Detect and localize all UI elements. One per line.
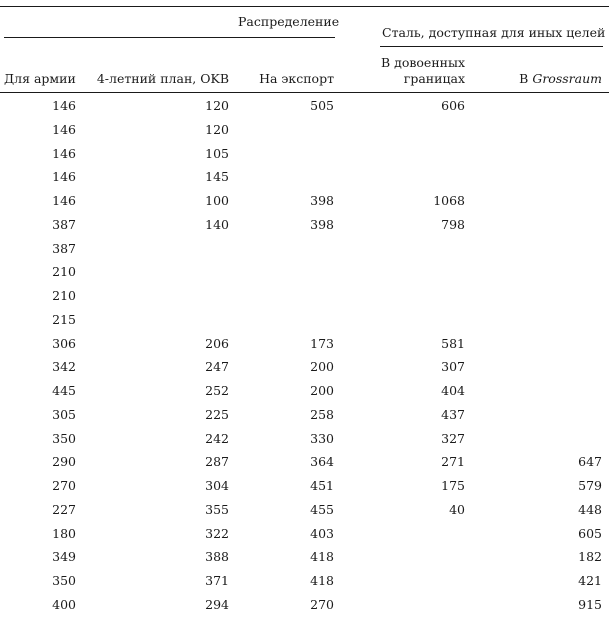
cell-prewar-borders: 327 — [441, 430, 465, 446]
cell-four-year-plan: 225 — [205, 406, 229, 422]
cell-army: 146 — [52, 169, 76, 185]
cell-army: 215 — [52, 311, 76, 327]
cell-army: 305 — [52, 406, 76, 422]
cell-four-year-plan: 120 — [205, 98, 229, 113]
cell-prewar-borders: 404 — [441, 383, 465, 398]
cell-export: 455 — [310, 501, 334, 517]
grossraum-term: Grossraum — [532, 71, 602, 86]
cell-prewar-borders: 175 — [441, 478, 465, 493]
cell-four-year-plan: 140 — [205, 216, 229, 232]
table-row — [0, 500, 609, 524]
table-row — [0, 167, 609, 191]
cell-grossraum: 579 — [578, 478, 602, 493]
cell-export: 270 — [310, 596, 334, 612]
cell-army: 146 — [52, 193, 76, 208]
cell-four-year-plan: 252 — [205, 383, 229, 398]
cell-army: 349 — [52, 549, 76, 565]
column-header-grossraum — [519, 71, 602, 87]
table-row — [0, 262, 609, 286]
table-row — [0, 334, 609, 358]
table-row — [0, 595, 609, 619]
cell-army: 146 — [52, 121, 76, 137]
cell-grossraum: 915 — [578, 596, 602, 612]
cell-prewar-borders: 581 — [441, 335, 465, 351]
cell-export: 403 — [310, 525, 334, 541]
grossraum-prefix: В — [519, 71, 533, 86]
cell-army: 387 — [52, 240, 76, 256]
cell-four-year-plan: 304 — [205, 478, 229, 493]
table-row — [0, 571, 609, 595]
table-row — [0, 215, 609, 239]
cell-army: 210 — [52, 264, 76, 280]
table-row — [0, 405, 609, 429]
cell-army: 270 — [52, 478, 76, 493]
cell-prewar-borders: 40 — [449, 501, 465, 517]
cell-army: 342 — [52, 359, 76, 375]
cell-four-year-plan: 145 — [205, 169, 229, 185]
cell-export: 330 — [310, 430, 334, 446]
cell-army: 146 — [52, 145, 76, 161]
table-row — [0, 96, 609, 120]
cell-prewar-borders: 307 — [441, 359, 465, 375]
cell-export: 505 — [310, 98, 334, 113]
table-row — [0, 381, 609, 405]
cell-prewar-borders: 271 — [441, 454, 465, 470]
column-header-four-year-plan: 4-летний план, OKB — [96, 71, 229, 86]
group-header-steel-other: Сталь, доступная для иных целей — [382, 25, 606, 40]
table-row — [0, 452, 609, 476]
cell-prewar-borders: 437 — [441, 406, 465, 422]
cell-four-year-plan: 322 — [205, 525, 229, 541]
cell-army: 350 — [52, 573, 76, 588]
table-row — [0, 191, 609, 215]
cell-prewar-borders: 1068 — [433, 193, 465, 208]
column-header-army: Для армии — [4, 71, 76, 86]
cell-four-year-plan: 294 — [205, 596, 229, 612]
cell-four-year-plan: 371 — [205, 573, 229, 588]
cell-grossraum: 647 — [578, 454, 602, 470]
cell-four-year-plan: 206 — [205, 335, 229, 351]
cell-army: 400 — [52, 596, 76, 612]
cell-prewar-borders: 798 — [441, 216, 465, 232]
column-header-export: На экспорт — [259, 71, 334, 86]
table-row — [0, 524, 609, 548]
cell-army: 387 — [52, 216, 76, 232]
table-top-rule — [0, 6, 609, 7]
cell-grossraum: 605 — [578, 525, 602, 541]
cell-grossraum: 448 — [578, 501, 602, 517]
cell-four-year-plan: 120 — [205, 121, 229, 137]
cell-four-year-plan: 355 — [205, 501, 229, 517]
header-bottom-rule — [0, 92, 609, 93]
cell-army: 350 — [52, 430, 76, 446]
cell-export: 258 — [310, 406, 334, 422]
cell-export: 200 — [310, 383, 334, 398]
cell-army: 210 — [52, 288, 76, 303]
cell-grossraum: 182 — [578, 549, 602, 565]
table-row — [0, 357, 609, 381]
cell-four-year-plan: 105 — [205, 145, 229, 161]
steel-group-rule — [380, 46, 603, 47]
table-row — [0, 286, 609, 310]
table-row — [0, 476, 609, 500]
cell-army: 306 — [52, 335, 76, 351]
cell-export: 398 — [310, 216, 334, 232]
cell-four-year-plan: 287 — [205, 454, 229, 470]
cell-four-year-plan: 242 — [205, 430, 229, 446]
cell-four-year-plan: 247 — [205, 359, 229, 375]
cell-export: 173 — [310, 335, 334, 351]
column-header-prewar-borders-line1: В довоенных — [380, 55, 465, 70]
cell-four-year-plan: 388 — [205, 549, 229, 565]
cell-export: 418 — [310, 573, 334, 588]
cell-export: 451 — [310, 478, 334, 493]
cell-export: 418 — [310, 549, 334, 565]
cell-prewar-borders: 606 — [441, 98, 465, 113]
cell-export: 364 — [310, 454, 334, 470]
table-row — [0, 310, 609, 334]
cell-army: 445 — [52, 383, 76, 398]
cell-army: 227 — [52, 501, 76, 517]
table-row — [0, 429, 609, 453]
cell-grossraum: 421 — [578, 573, 602, 588]
column-header-prewar-borders-line2: границах — [403, 71, 465, 86]
cell-army: 290 — [52, 454, 76, 470]
cell-four-year-plan: 100 — [205, 193, 229, 208]
table-row — [0, 239, 609, 263]
cell-army: 146 — [52, 98, 76, 113]
cell-army: 180 — [52, 525, 76, 541]
table-row — [0, 144, 609, 168]
distribution-group-rule — [4, 37, 335, 38]
cell-export: 398 — [310, 193, 334, 208]
table-row — [0, 120, 609, 144]
table-row — [0, 547, 609, 571]
cell-export: 200 — [310, 359, 334, 375]
group-header-distribution: Распределение — [238, 14, 340, 29]
